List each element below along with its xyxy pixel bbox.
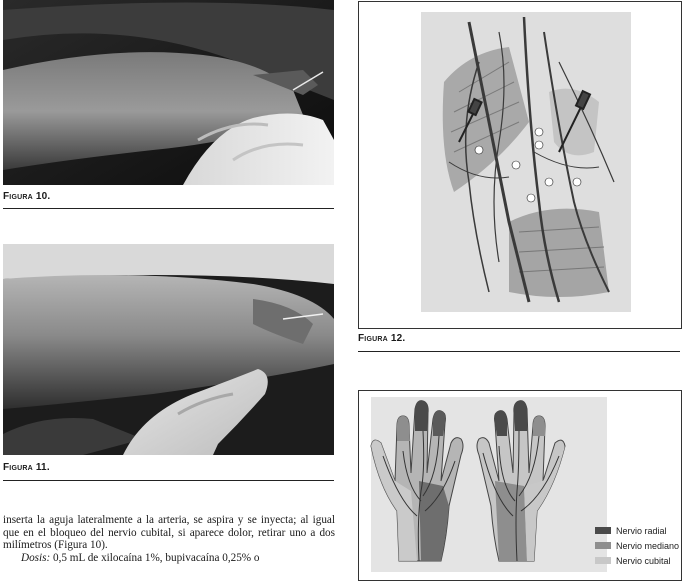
legend-swatch-radial xyxy=(595,527,611,534)
figure-11-caption: Figura 11. xyxy=(3,462,50,473)
legend-item-cubital xyxy=(595,553,679,568)
figure-11-rule xyxy=(3,480,334,481)
figure-11-photo xyxy=(3,244,334,455)
dosis-paragraph xyxy=(3,552,335,565)
legend-swatch-cubital xyxy=(595,557,611,564)
body-text xyxy=(3,514,335,564)
legend-item-radial xyxy=(595,523,679,538)
figure-10-rule xyxy=(3,208,334,209)
body-paragraph: inserta la aguja lateralmente a la arteria, se aspira y se inyecta; al igual que en el bloqueo del nervio cubital, si aparece dolor, retirar uno a dos milímetros (Figura 10). xyxy=(3,514,335,552)
figure-13-legend xyxy=(595,523,679,568)
dosis-label: Dosis: xyxy=(21,551,51,564)
figure-12-frame xyxy=(358,1,682,329)
legend-item-mediano xyxy=(595,538,679,553)
legend-swatch-mediano xyxy=(595,542,611,549)
legend-label-radial: Nervio radial xyxy=(616,525,667,536)
figure-10-caption: Figura 10. xyxy=(3,191,51,202)
figure-12-caption: Figura 12. xyxy=(358,333,406,344)
legend-label-cubital: Nervio cubital xyxy=(616,555,671,566)
dosis-text: 0,5 mL de xilocaína 1%, bupivacaína 0,25% o xyxy=(50,551,260,564)
figure-12-rule xyxy=(358,351,680,352)
legend-label-mediano: Nervio mediano xyxy=(616,540,680,551)
figure-13-frame xyxy=(358,390,682,581)
figure-10-photo xyxy=(3,0,334,185)
